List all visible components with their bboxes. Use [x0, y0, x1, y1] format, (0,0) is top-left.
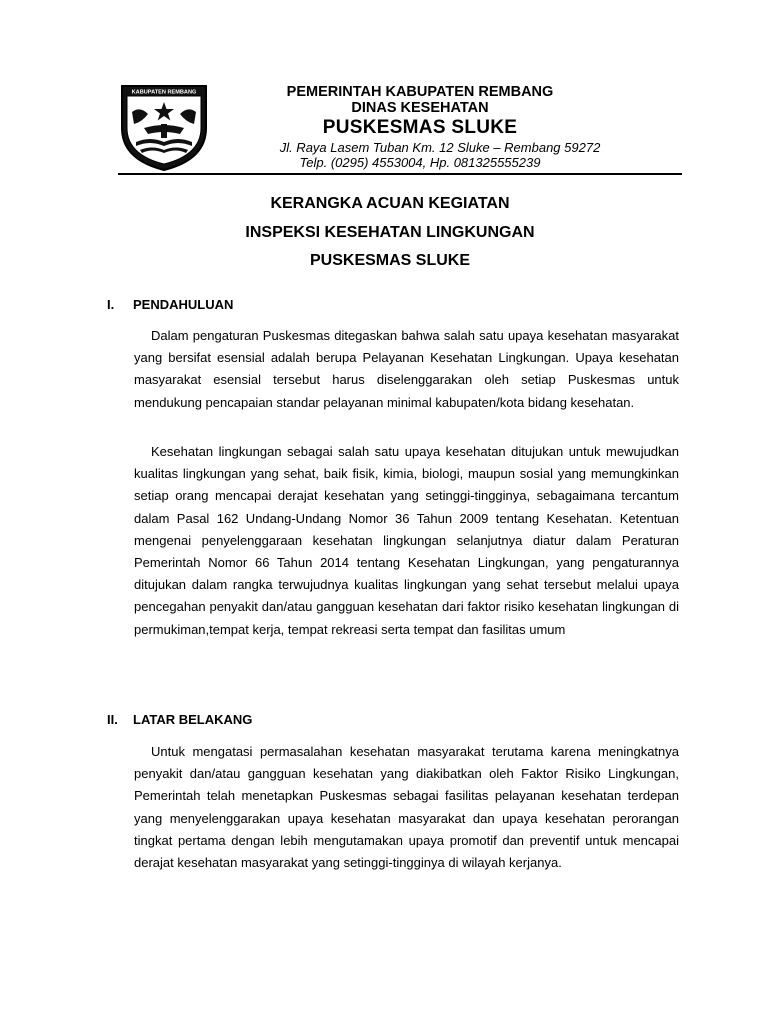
paragraph: Kesehatan lingkungan sebagai salah satu upaya kesehatan ditujukan untuk mewujudkan kualitas lingkungan yang sehat, baik fisik, kimia, biologi, maupun sosial yang memungkinkan setiap orang mencapai derajat kesehatan yang setinggi-tingginya, sebagaimana tercantum dalam Pasal 162 Undang-Undang Nomor 36 Tahun 2009 tentang Kesehatan. Ketentuan mengenai penyelenggaraan kesehatan lingkungan selanjutnya diatur dalam Peraturan Pemerintah Nomor 66 Tahun 2014 tentang Kesehatan Lingkungan, yang pengaturannya ditujukan dalam rangka terwujudnya kualitas lingkungan yang sehat tersebut melalui upaya pencegahan penyakit dan/atau gangguan kesehatan dari faktor risiko kesehatan lingkungan di permukiman,tempat kerja, tempat rekreasi serta tempat dan fasilitas umum: [134, 444, 679, 637]
phone-line: Telp. (0295) 4553004, Hp. 081325555239: [299, 155, 541, 170]
section-number: II.: [107, 712, 118, 727]
section-number: I.: [107, 297, 115, 312]
section-title: LATAR BELAKANG: [133, 712, 253, 727]
logo-caption: KABUPATEN REMBANG: [131, 89, 197, 96]
rembang-coat-of-arms-logo: [118, 82, 210, 172]
section-heading-latar-belakang: [107, 712, 252, 727]
title-line-2: INSPEKSI KESEHATAN LINGKUNGAN: [245, 223, 535, 241]
section-heading-pendahuluan: [107, 297, 233, 312]
letterhead-divider: [118, 173, 682, 175]
office-name: DINAS KESEHATAN: [351, 100, 489, 116]
title-line-1: KERANGKA ACUAN KEGIATAN: [270, 195, 510, 212]
government-name: PEMERINTAH KABUPATEN REMBANG: [286, 84, 554, 100]
document-title: [90, 190, 690, 276]
section-title: PENDAHULUAN: [133, 297, 234, 312]
letterhead: [210, 84, 630, 170]
institution-name: PUSKESMAS SLUKE: [322, 117, 518, 138]
paragraph: Untuk mengatasi permasalahan kesehatan masyarakat terutama karena meningkatnya penyakit dan/atau gangguan kesehatan yang diakibatkan oleh Faktor Risiko Lingkungan, Pemerintah telah menetapkan Puskesmas sebagai fasilitas pelayanan kesehatan terdepan yang menyelenggarakan upaya kesehatan masyarakat dan upaya kesehatan perorangan tingkat pertama dengan lebih mengutamakan upaya promotif dan preventif untuk mencapai derajat kesehatan masyarakat yang setinggi-tingginya di wilayah kerjanya.: [134, 744, 679, 871]
address-line: Jl. Raya Lasem Tuban Km. 12 Sluke – Rembang 59272: [279, 140, 601, 155]
title-line-3: PUSKESMAS SLUKE: [309, 252, 471, 269]
paragraph: Dalam pengaturan Puskesmas ditegaskan bahwa salah satu upaya kesehatan masyarakat yang bersifat esensial adalah berupa Pelayanan Kesehatan Lingkungan. Upaya kesehatan masyarakat esensial tersebut harus diselenggarakan oleh setiap Puskesmas untuk mendukung pencapaian standar pelayanan minimal kabupaten/kota bidang kesehatan.: [134, 328, 679, 410]
